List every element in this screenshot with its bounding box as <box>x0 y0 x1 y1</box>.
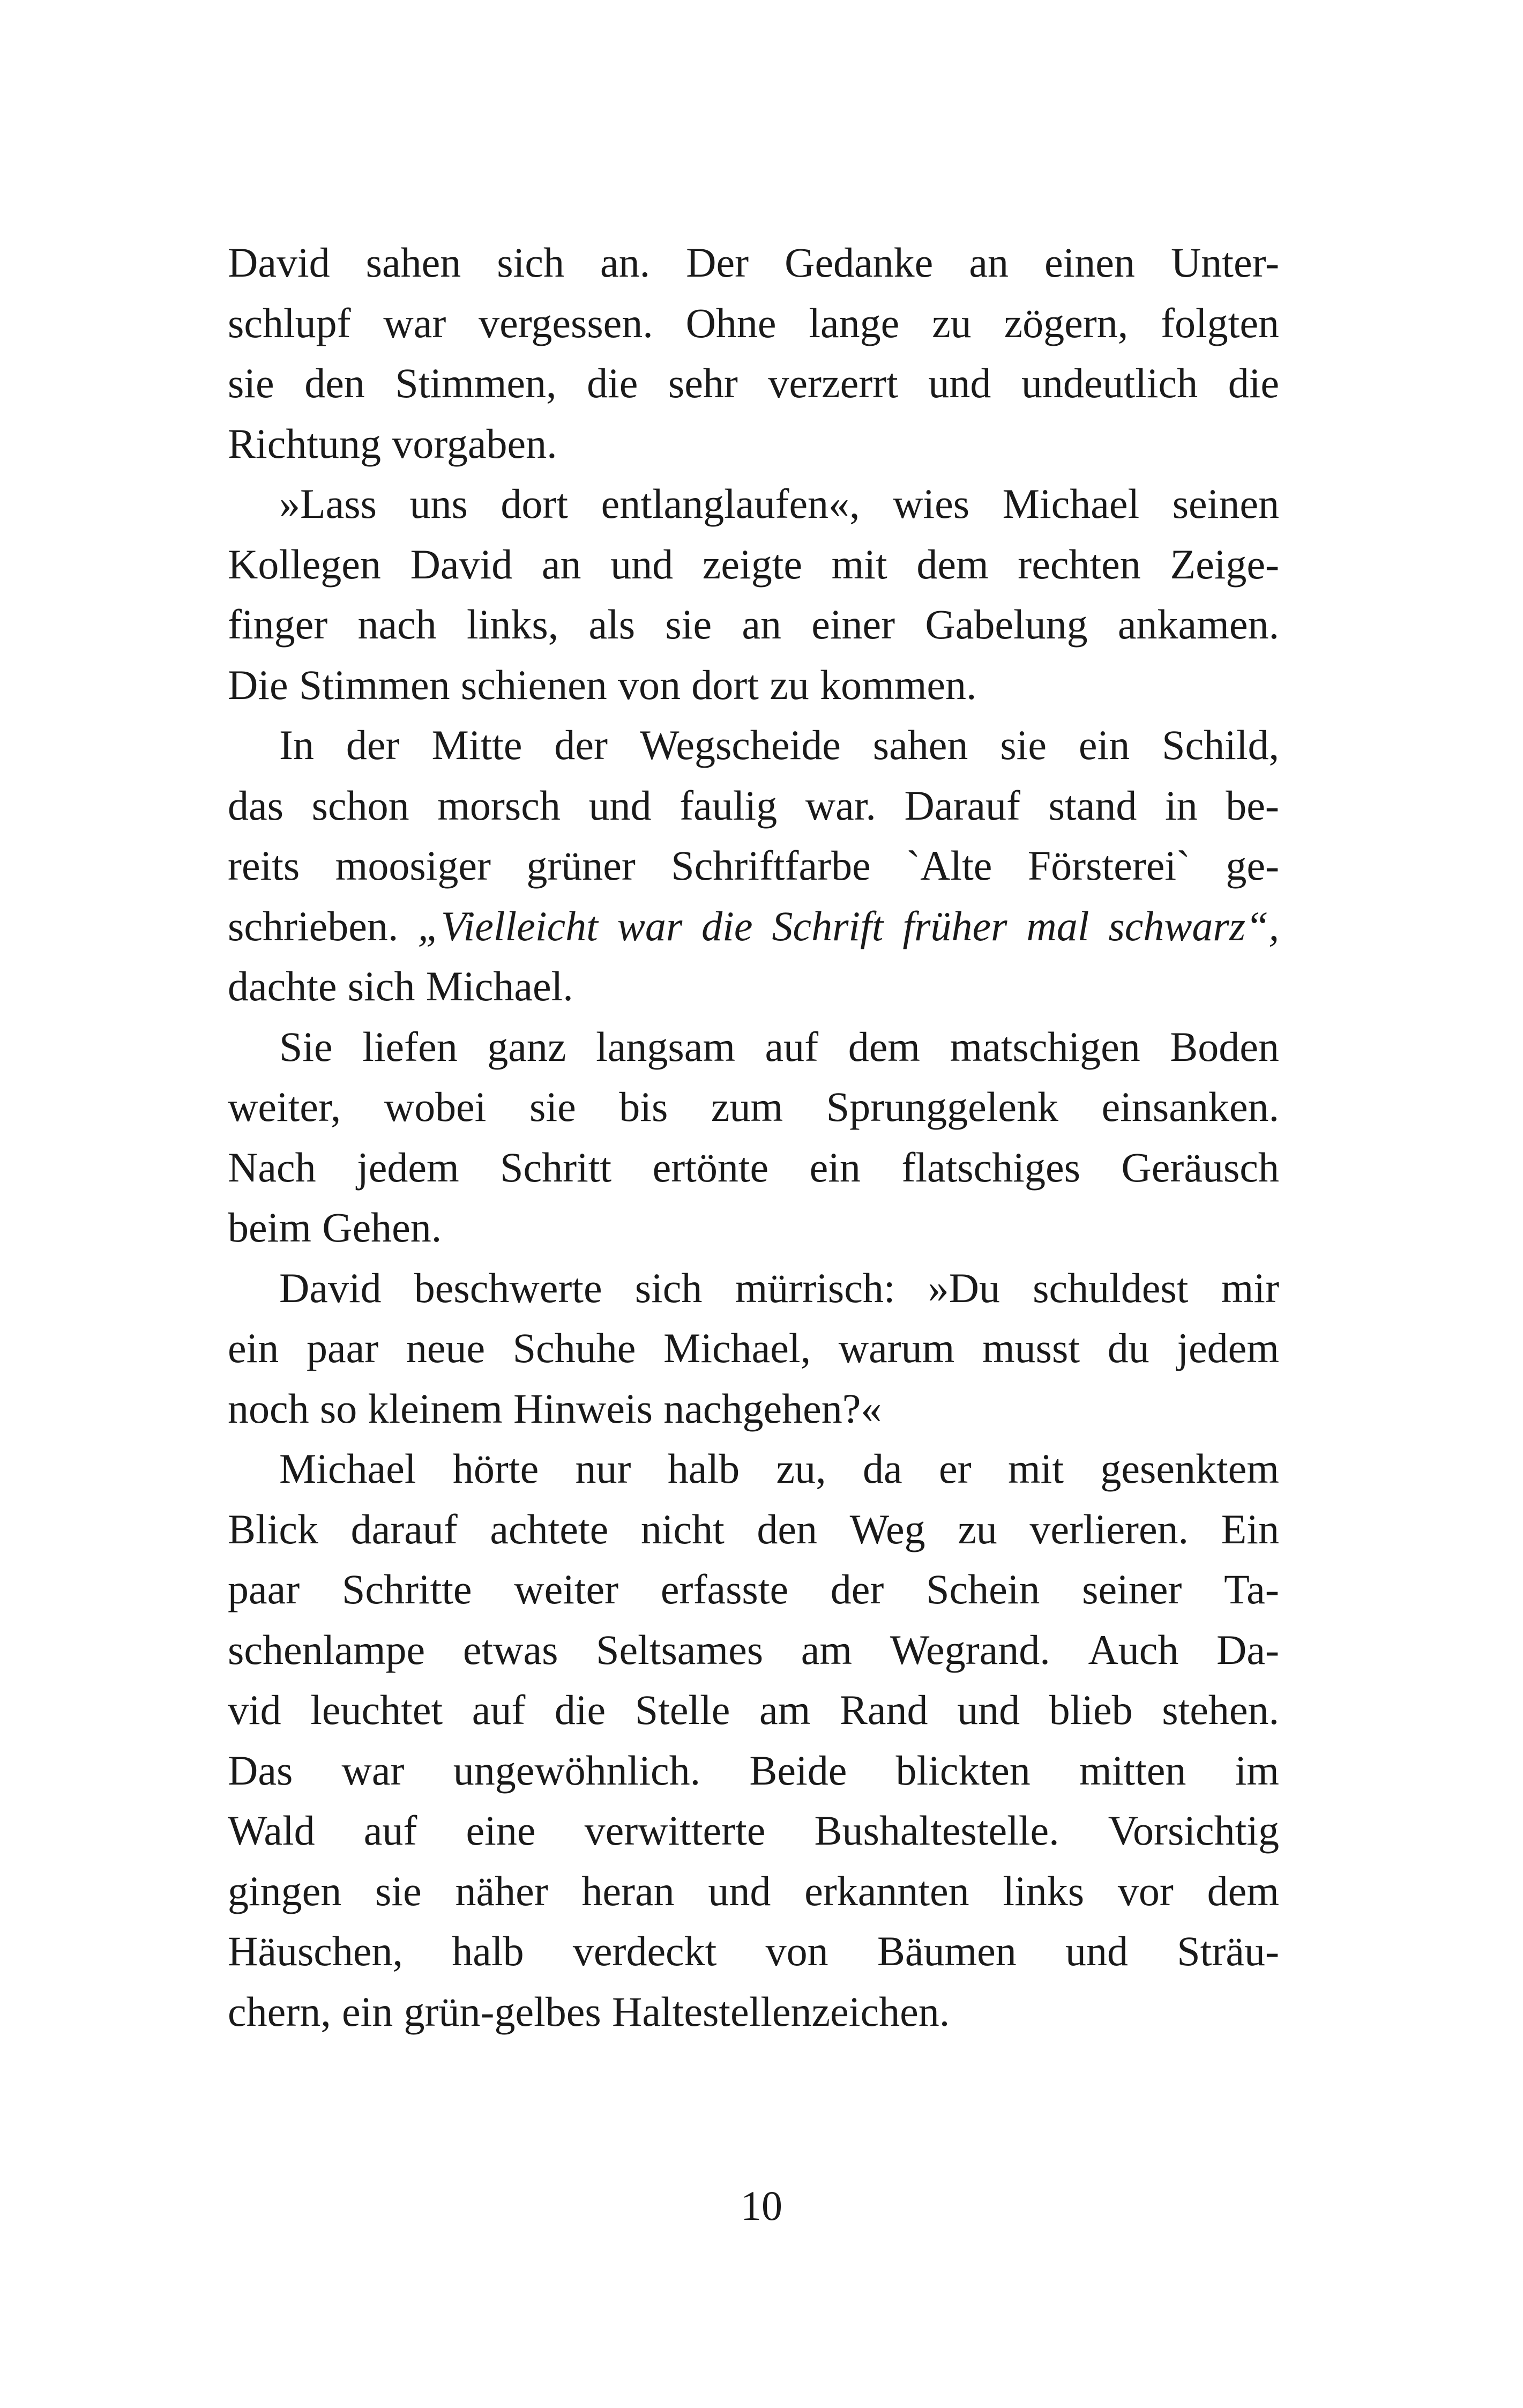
paragraph <box>228 233 1279 474</box>
word: von <box>618 661 681 708</box>
word: mit <box>1007 1445 1064 1492</box>
word: morsch <box>437 782 561 829</box>
word: im <box>1235 1746 1279 1794</box>
word: nicht <box>640 1505 725 1552</box>
word: halb <box>452 1928 524 1974</box>
word: dort <box>691 661 759 708</box>
word: blieb <box>1049 1686 1133 1733</box>
word: Gehen. <box>322 1204 442 1251</box>
word: undeutlich <box>1021 360 1198 406</box>
word: David <box>410 540 513 588</box>
word: früher <box>902 902 1007 949</box>
word: Ta- <box>1224 1566 1279 1612</box>
word: dort <box>501 480 569 527</box>
word: Schrift <box>772 902 884 949</box>
paragraph <box>228 715 1279 1017</box>
word: nur <box>575 1445 631 1492</box>
word: als <box>588 601 636 648</box>
word: dem <box>916 540 989 588</box>
text-line <box>228 534 1279 595</box>
word: Boden <box>1170 1023 1279 1070</box>
word: auf <box>363 1807 417 1854</box>
word: die <box>554 1686 606 1733</box>
word: zeigte <box>702 540 802 588</box>
word: Nach <box>228 1143 316 1191</box>
word: beim <box>228 1204 311 1251</box>
word: Sträu- <box>1177 1928 1279 1974</box>
word: in <box>1164 782 1198 829</box>
word: Wegrand. <box>890 1626 1050 1673</box>
word: erfasste <box>660 1566 789 1612</box>
word: chern, <box>228 1988 331 2035</box>
word: Unter- <box>1170 239 1279 286</box>
word: schuldest <box>1033 1264 1189 1311</box>
word: Gedanke <box>785 239 934 286</box>
word: Sie <box>279 1023 333 1070</box>
word: Mitte <box>431 722 522 768</box>
word: und <box>1065 1928 1129 1974</box>
word: dachte <box>228 963 337 1009</box>
word: weiter, <box>228 1083 341 1130</box>
word: zu <box>770 661 809 708</box>
word: flatschiges <box>901 1143 1080 1191</box>
text-line <box>228 1921 1279 1982</box>
word: dem <box>1207 1867 1279 1914</box>
word: „Vielleicht <box>417 902 598 949</box>
text-line <box>228 1077 1279 1138</box>
text-line <box>228 1982 1279 2042</box>
word: paar <box>228 1566 300 1612</box>
word: so <box>319 1385 357 1432</box>
text-line <box>228 1318 1279 1379</box>
word: sie <box>1000 722 1047 768</box>
word: mit <box>831 540 887 588</box>
word: war <box>383 299 446 346</box>
word: und <box>957 1686 1020 1733</box>
word: Gabelung <box>925 601 1088 648</box>
word: der <box>554 722 608 768</box>
word: etwas <box>462 1626 558 1673</box>
word: ein <box>228 1325 279 1371</box>
text-line <box>228 233 1279 293</box>
word: die <box>701 902 753 949</box>
word: sehr <box>668 360 738 406</box>
word: In <box>279 722 314 768</box>
word: achtete <box>490 1505 609 1552</box>
word: faulig <box>680 782 778 829</box>
word: David <box>228 239 330 286</box>
word: einer <box>811 601 895 648</box>
word: leuchtet <box>310 1686 443 1733</box>
word: Weg <box>849 1505 925 1552</box>
word: wies <box>893 480 970 527</box>
word: Hinweis <box>513 1385 653 1432</box>
word: war <box>341 1746 405 1794</box>
word: Stelle <box>634 1686 730 1733</box>
word: gingen <box>228 1867 342 1914</box>
word: Geräusch <box>1121 1143 1279 1191</box>
word: Das <box>228 1746 293 1794</box>
word: beschwerte <box>414 1264 602 1311</box>
word: er <box>939 1445 972 1492</box>
word: Schild, <box>1162 722 1279 768</box>
word: langsam <box>596 1023 736 1070</box>
text-line <box>228 293 1279 354</box>
word: einen <box>1044 239 1135 286</box>
word: einsanken. <box>1101 1083 1279 1130</box>
word: sie <box>529 1083 576 1130</box>
paragraph <box>228 1017 1279 1258</box>
word: seiner <box>1082 1566 1182 1612</box>
word: und <box>588 782 652 829</box>
word: verwitterte <box>584 1807 766 1854</box>
word: »Lass <box>279 480 377 527</box>
text-line <box>228 1439 1279 1499</box>
word: wobei <box>384 1083 487 1130</box>
word: schlupf <box>228 299 351 346</box>
word: matschigen <box>950 1023 1140 1070</box>
word: Schuhe <box>512 1325 636 1371</box>
word: Michael, <box>663 1325 811 1371</box>
word: mitten <box>1079 1746 1186 1794</box>
word: verlieren. <box>1029 1505 1189 1552</box>
word: blickten <box>895 1746 1031 1794</box>
word: Häuschen, <box>228 1928 404 1974</box>
word: Wald <box>228 1807 315 1854</box>
word: nachgehen?« <box>663 1385 882 1432</box>
text-line <box>228 896 1279 957</box>
word: Blick <box>228 1505 318 1552</box>
word: den <box>757 1505 817 1552</box>
word: und <box>928 360 991 406</box>
text-line <box>228 1801 1279 1861</box>
word: kleinem <box>368 1385 503 1432</box>
word: zu <box>958 1505 997 1552</box>
word: schon <box>311 782 409 829</box>
word: ungewöhnlich. <box>453 1746 701 1794</box>
word: da <box>863 1445 902 1492</box>
word: ankamen. <box>1117 601 1279 648</box>
word: David <box>279 1264 382 1311</box>
word: seinen <box>1172 480 1279 527</box>
word: entlanglaufen«, <box>601 480 860 527</box>
word: heran <box>581 1867 675 1914</box>
word: schrieben. <box>228 902 399 949</box>
word: eine <box>466 1807 536 1854</box>
word: sich <box>634 1264 703 1311</box>
word: den <box>304 360 365 406</box>
word: rechten <box>1018 540 1141 588</box>
word: verzerrt <box>768 360 898 406</box>
word: war. <box>805 782 876 829</box>
word: ge- <box>1226 842 1279 889</box>
word: an. <box>600 239 651 286</box>
body-text <box>228 233 1279 2042</box>
word: Sprunggelenk <box>826 1083 1059 1130</box>
word: reits <box>228 842 300 889</box>
word: an <box>742 601 781 648</box>
page-number: 10 <box>741 2182 782 2229</box>
word: schwarz“, <box>1108 902 1279 949</box>
word: grün-gelbes <box>404 1988 601 2035</box>
word: vorgaben. <box>392 420 557 467</box>
word: Da- <box>1216 1626 1279 1673</box>
word: gesenktem <box>1100 1445 1279 1492</box>
word: von <box>765 1928 828 1974</box>
text-line <box>228 1379 1279 1439</box>
word: zögern, <box>1004 299 1129 346</box>
word: `Alte <box>906 842 992 889</box>
word: auf <box>765 1023 819 1070</box>
text-line <box>228 1620 1279 1681</box>
word: Bäumen <box>877 1928 1017 1974</box>
word: Schriftfarbe <box>671 842 871 889</box>
text-line <box>228 1138 1279 1198</box>
text-line <box>228 1559 1279 1620</box>
text-line <box>228 594 1279 655</box>
word: warum <box>838 1325 955 1371</box>
word: bis <box>619 1083 668 1130</box>
word: das <box>228 782 283 829</box>
word: zu <box>932 299 972 346</box>
word: die <box>1228 360 1279 406</box>
word: Auch <box>1088 1626 1179 1673</box>
word: weiter <box>514 1566 619 1612</box>
text-line <box>228 1861 1279 1922</box>
text-line <box>228 655 1279 716</box>
word: Stimmen, <box>395 360 557 406</box>
word: mir <box>1221 1264 1279 1311</box>
word: darauf <box>350 1505 458 1552</box>
word: jedem <box>1177 1325 1279 1371</box>
word: sich <box>497 239 564 286</box>
word: Schein <box>926 1566 1040 1612</box>
word: sie <box>375 1867 422 1914</box>
word: mürrisch: <box>735 1264 895 1311</box>
word: Ohne <box>685 299 777 346</box>
word: Michael <box>1002 480 1140 527</box>
word: finger <box>228 601 328 648</box>
word: stehen. <box>1162 1686 1279 1733</box>
word: hörte <box>452 1445 539 1492</box>
text-line <box>228 715 1279 776</box>
word: links, <box>467 601 559 648</box>
word: und <box>610 540 674 588</box>
word: Michael. <box>425 963 573 1009</box>
text-line <box>228 1680 1279 1741</box>
text-line <box>228 776 1279 836</box>
word: sich <box>347 963 415 1009</box>
word: zum <box>711 1083 783 1130</box>
word: vor <box>1117 1867 1174 1914</box>
text-line <box>228 1258 1279 1319</box>
word: Zeige- <box>1170 540 1279 588</box>
word: sahen <box>872 722 968 768</box>
text-line <box>228 836 1279 896</box>
word: vid <box>228 1686 281 1733</box>
word: Seltsames <box>596 1626 764 1673</box>
word: nach <box>357 601 437 648</box>
paragraph <box>228 1439 1279 2042</box>
word: sie <box>228 360 274 406</box>
text-line <box>228 474 1279 534</box>
word: Richtung <box>228 420 381 467</box>
word: und <box>708 1867 771 1914</box>
word: moosiger <box>335 842 491 889</box>
word: ertönte <box>652 1143 769 1191</box>
paragraph <box>228 474 1279 715</box>
word: jedem <box>357 1143 459 1191</box>
word: Schritt <box>500 1143 612 1191</box>
word: grüner <box>526 842 636 889</box>
word: schenlampe <box>228 1626 425 1673</box>
word: be- <box>1226 782 1279 829</box>
text-line <box>228 414 1279 474</box>
word: zu, <box>776 1445 826 1492</box>
word: am <box>801 1626 853 1673</box>
text-line <box>228 353 1279 414</box>
word: ganz <box>487 1023 566 1070</box>
word: ein <box>1078 722 1130 768</box>
word: folgten <box>1161 299 1279 346</box>
word: mal <box>1026 902 1089 949</box>
word: Haltestellenzeichen. <box>612 1988 950 2035</box>
word: stand <box>1048 782 1137 829</box>
word: lange <box>809 299 900 346</box>
word: Schritte <box>341 1566 472 1612</box>
word: kommen. <box>820 661 977 708</box>
word: Försterei` <box>1027 842 1190 889</box>
word: liefen <box>362 1023 458 1070</box>
word: ein <box>809 1143 861 1191</box>
word: erkannten <box>804 1867 969 1914</box>
word: Kollegen <box>228 540 381 588</box>
word: Vorsichtig <box>1108 1807 1279 1854</box>
word: Darauf <box>904 782 1021 829</box>
word: dem <box>848 1023 920 1070</box>
word: Beide <box>749 1746 847 1794</box>
word: Stimmen <box>298 661 450 708</box>
word: Michael <box>279 1445 416 1492</box>
word: Der <box>686 239 749 286</box>
word: an <box>541 540 581 588</box>
word: Die <box>228 661 288 708</box>
word: verdeckt <box>572 1928 717 1974</box>
word: Wegscheide <box>639 722 841 768</box>
text-line <box>228 1017 1279 1077</box>
word: noch <box>228 1385 309 1432</box>
word: sahen <box>365 239 461 286</box>
word: am <box>759 1686 811 1733</box>
word: die <box>587 360 638 406</box>
word: halb <box>667 1445 740 1492</box>
word: Rand <box>839 1686 928 1733</box>
word: uns <box>409 480 468 527</box>
word: musst <box>982 1325 1080 1371</box>
paragraph <box>228 1258 1279 1439</box>
word: du <box>1107 1325 1149 1371</box>
word: schienen <box>460 661 607 708</box>
word: neue <box>406 1325 486 1371</box>
word: näher <box>455 1867 548 1914</box>
text-line <box>228 1741 1279 1801</box>
text-line <box>228 956 1279 1017</box>
word: links <box>1003 1867 1085 1914</box>
word: sie <box>665 601 712 648</box>
word: paar <box>306 1325 379 1371</box>
word: ein <box>341 1988 393 2035</box>
word: war <box>617 902 683 949</box>
word: »Du <box>928 1264 1000 1311</box>
word: Ein <box>1221 1505 1279 1552</box>
word: der <box>830 1566 884 1612</box>
text-line <box>228 1499 1279 1560</box>
word: an <box>969 239 1009 286</box>
text-line <box>228 1198 1279 1258</box>
word: Bushaltestelle. <box>814 1807 1059 1854</box>
word: auf <box>472 1686 526 1733</box>
word: vergessen. <box>479 299 653 346</box>
word: der <box>346 722 400 768</box>
